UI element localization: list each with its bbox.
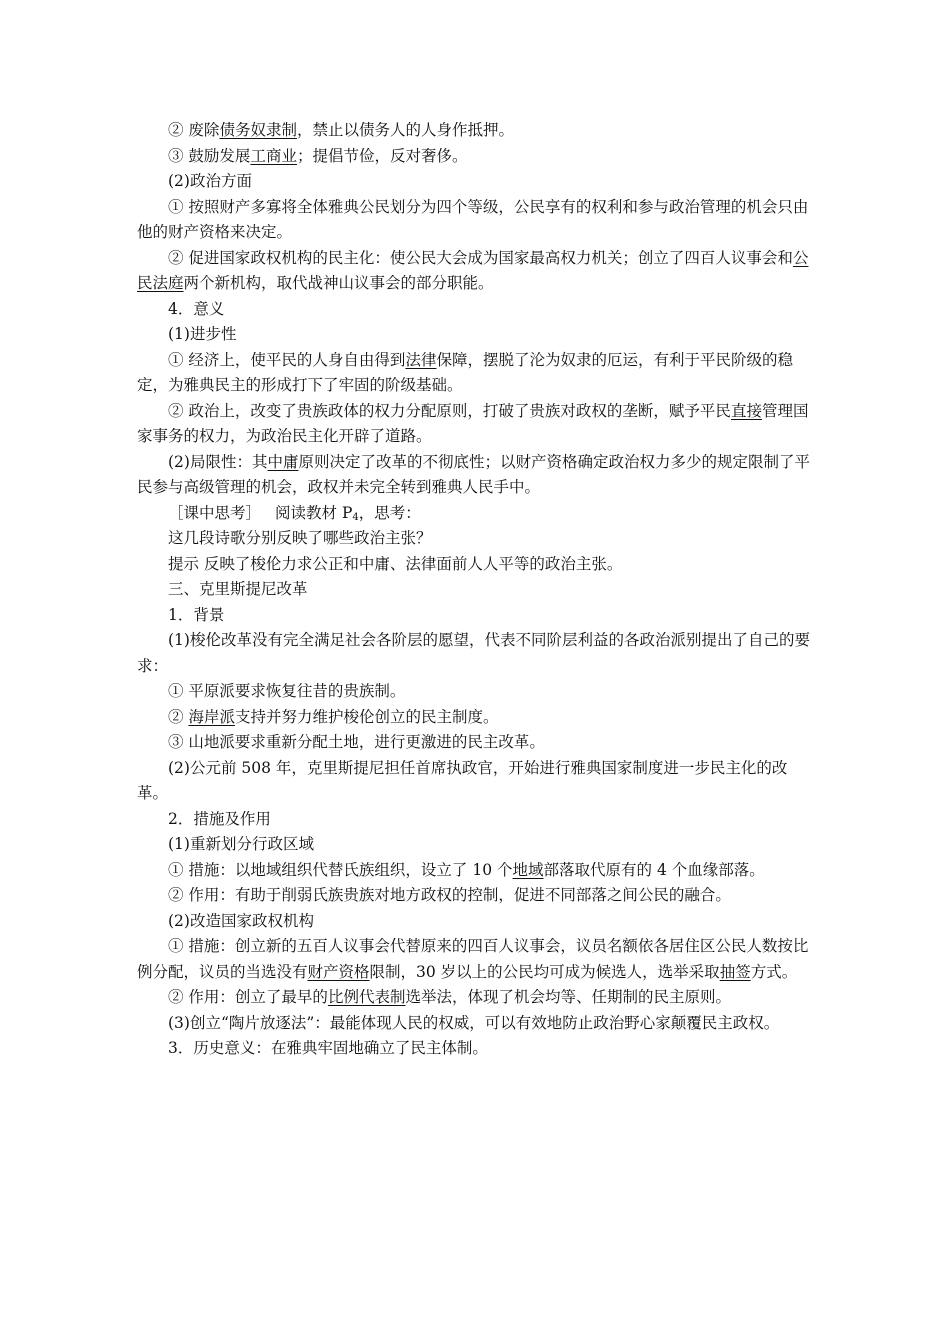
paragraph bbox=[137, 883, 817, 909]
text-run: (2)局限性：其 bbox=[168, 452, 268, 471]
paragraph bbox=[137, 934, 817, 985]
underlined-term: 抽签 bbox=[719, 962, 751, 981]
text-run: ③ 鼓励发展 bbox=[168, 146, 251, 165]
text-run: ② 废除 bbox=[168, 121, 220, 139]
text-run: 两个新机构，取代战神山议事会的部分职能。 bbox=[183, 274, 494, 292]
underlined-term: 工商业 bbox=[250, 146, 297, 165]
text-run: (2)改造国家政权机构 bbox=[168, 911, 314, 930]
text-run: ① 措施：创立新的五百人议事会代替原来的四百人议事会，议员名额依各居住区公民人数按比例分配，议员的当选没有 bbox=[137, 937, 809, 981]
paragraph bbox=[137, 730, 817, 756]
text-run: ① 平原派要求恢复往昔的贵族制。 bbox=[168, 682, 406, 700]
text-run: ① 措施：以地域组织代替氏族组织，设立了 10 个 bbox=[168, 860, 513, 879]
text-run: 三、克里斯提尼改革 bbox=[168, 580, 308, 598]
text-run: (1)进步性 bbox=[168, 325, 237, 343]
subscript: 4 bbox=[352, 511, 359, 523]
text-run: ② 作用：创立了最早的 bbox=[168, 988, 328, 1006]
underlined-term: 地域 bbox=[512, 860, 544, 879]
paragraph bbox=[137, 1011, 817, 1037]
text-run: (2)政治方面 bbox=[168, 172, 252, 190]
paragraph bbox=[137, 807, 817, 833]
text-run: ② 政治上，改变了贵族政体的权力分配原则，打破了贵族对政权的垄断，赋予平民 bbox=[168, 401, 731, 420]
text-run: 阅读教材 P bbox=[275, 503, 353, 522]
text-run: 保障，摆脱了沦为奴隶的厄运，有利于平民阶级的稳定，为雅典民主的形成打下了牢固的阶级基础。 bbox=[137, 350, 793, 394]
text-run: 管理国家事务的权力，为政治民主化开辟了道路。 bbox=[137, 401, 809, 445]
paragraph bbox=[137, 577, 817, 603]
text-run: 1．背景 bbox=[168, 605, 225, 624]
paragraph bbox=[137, 526, 817, 552]
text-run: 这几段诗歌分别反映了哪些政治主张？ bbox=[168, 529, 432, 547]
paragraph bbox=[137, 552, 817, 578]
text-run: 原则决定了改革的不彻底性；以财产资格确定政治权力多少的规定限制了平民参与高级管理的机会，政权并未完全转到雅典人民手中。 bbox=[137, 452, 810, 496]
text-run: ③ 山地派要求重新分配土地，进行更激进的民主改革。 bbox=[168, 733, 545, 751]
text-run: (1)梭伦改革没有完全满足社会各阶层的愿望，代表不同阶层利益的各政治派别提出了自己的要求： bbox=[137, 631, 810, 675]
text-run: (2)公元前 508 年，克里斯提尼担任首席执政官，开始进行雅典国家制度进一步民主化的改革。 bbox=[137, 758, 788, 802]
underlined-term: 中庸 bbox=[267, 452, 299, 471]
text-run: ［课中思考］ bbox=[168, 503, 262, 522]
underlined-term: 财产资格 bbox=[307, 962, 370, 981]
paragraph bbox=[137, 756, 817, 807]
paragraph bbox=[137, 603, 817, 629]
text-run: 部落取代原有的 4 个血缘部落。 bbox=[543, 860, 765, 879]
text-run: 3．历史意义：在雅典牢固地确立了民主体制。 bbox=[168, 1039, 488, 1057]
underlined-term: 比例代表制 bbox=[327, 988, 406, 1006]
paragraph bbox=[137, 1036, 817, 1062]
underlined-term: 直接 bbox=[730, 401, 762, 420]
document-body bbox=[137, 118, 817, 1062]
paragraph bbox=[137, 985, 817, 1011]
paragraph bbox=[137, 501, 817, 527]
paragraph bbox=[137, 322, 817, 348]
underlined-term: 公民法庭 bbox=[137, 248, 809, 292]
text-run: ，禁止以债务人的人身作抵押。 bbox=[296, 121, 514, 139]
paragraph bbox=[137, 297, 817, 323]
paragraph bbox=[137, 246, 817, 297]
paragraph bbox=[137, 858, 817, 884]
text-run: 2．措施及作用 bbox=[168, 809, 271, 828]
paragraph bbox=[137, 832, 817, 858]
text-run: 提示 反映了梭伦力求公正和中庸、法律面前人人平等的政治主张。 bbox=[168, 554, 623, 573]
paragraph bbox=[137, 909, 817, 935]
text-run: ，思考： bbox=[358, 503, 421, 522]
text-run: 支持并努力维护梭伦创立的民主制度。 bbox=[234, 707, 499, 726]
paragraph bbox=[137, 705, 817, 731]
text-run: ① 经济上，使平民的人身自由得到 bbox=[168, 350, 406, 369]
text-run: ② 作用：有助于削弱氏族贵族对地方政权的控制，促进不同部落之间公民的融合。 bbox=[168, 886, 731, 904]
text-run: ② 促进国家政权机构的民主化：使公民大会成为国家最高权力机关；创立了四百人议事会和 bbox=[168, 248, 793, 267]
paragraph bbox=[137, 169, 817, 195]
text-run: 方式。 bbox=[750, 962, 798, 981]
text-run: ① 按照财产多寡将全体雅典公民划分为四个等级，公民享有的权利和参与政治管理的机会只由他的财产资格来决定。 bbox=[137, 197, 809, 241]
text-run: ② bbox=[168, 707, 189, 726]
paragraph bbox=[137, 679, 817, 705]
text-run: 4．意义 bbox=[168, 299, 225, 318]
paragraph bbox=[137, 348, 817, 399]
underlined-term: 法律 bbox=[405, 350, 437, 369]
text-run: (3)创立“陶片放逐法”：最能体现人民的权威，可以有效地防止政治野心家颠覆民主政权。 bbox=[168, 1013, 780, 1032]
underlined-term: 债务奴隶制 bbox=[219, 121, 297, 139]
paragraph bbox=[137, 628, 817, 679]
paragraph bbox=[137, 195, 817, 246]
paragraph bbox=[137, 118, 817, 144]
paragraph bbox=[137, 450, 817, 501]
text-run: 选举法，体现了机会均等、任期制的民主原则。 bbox=[405, 988, 731, 1006]
paragraph bbox=[137, 144, 817, 170]
paragraph bbox=[137, 399, 817, 450]
text-run: (1)重新划分行政区域 bbox=[168, 835, 314, 853]
text-run: 限制，30 岁以上的公民均可成为候选人，选举采取 bbox=[369, 962, 720, 981]
text-run: ；提倡节俭，反对奢侈。 bbox=[296, 146, 468, 165]
underlined-term: 海岸派 bbox=[188, 707, 235, 726]
